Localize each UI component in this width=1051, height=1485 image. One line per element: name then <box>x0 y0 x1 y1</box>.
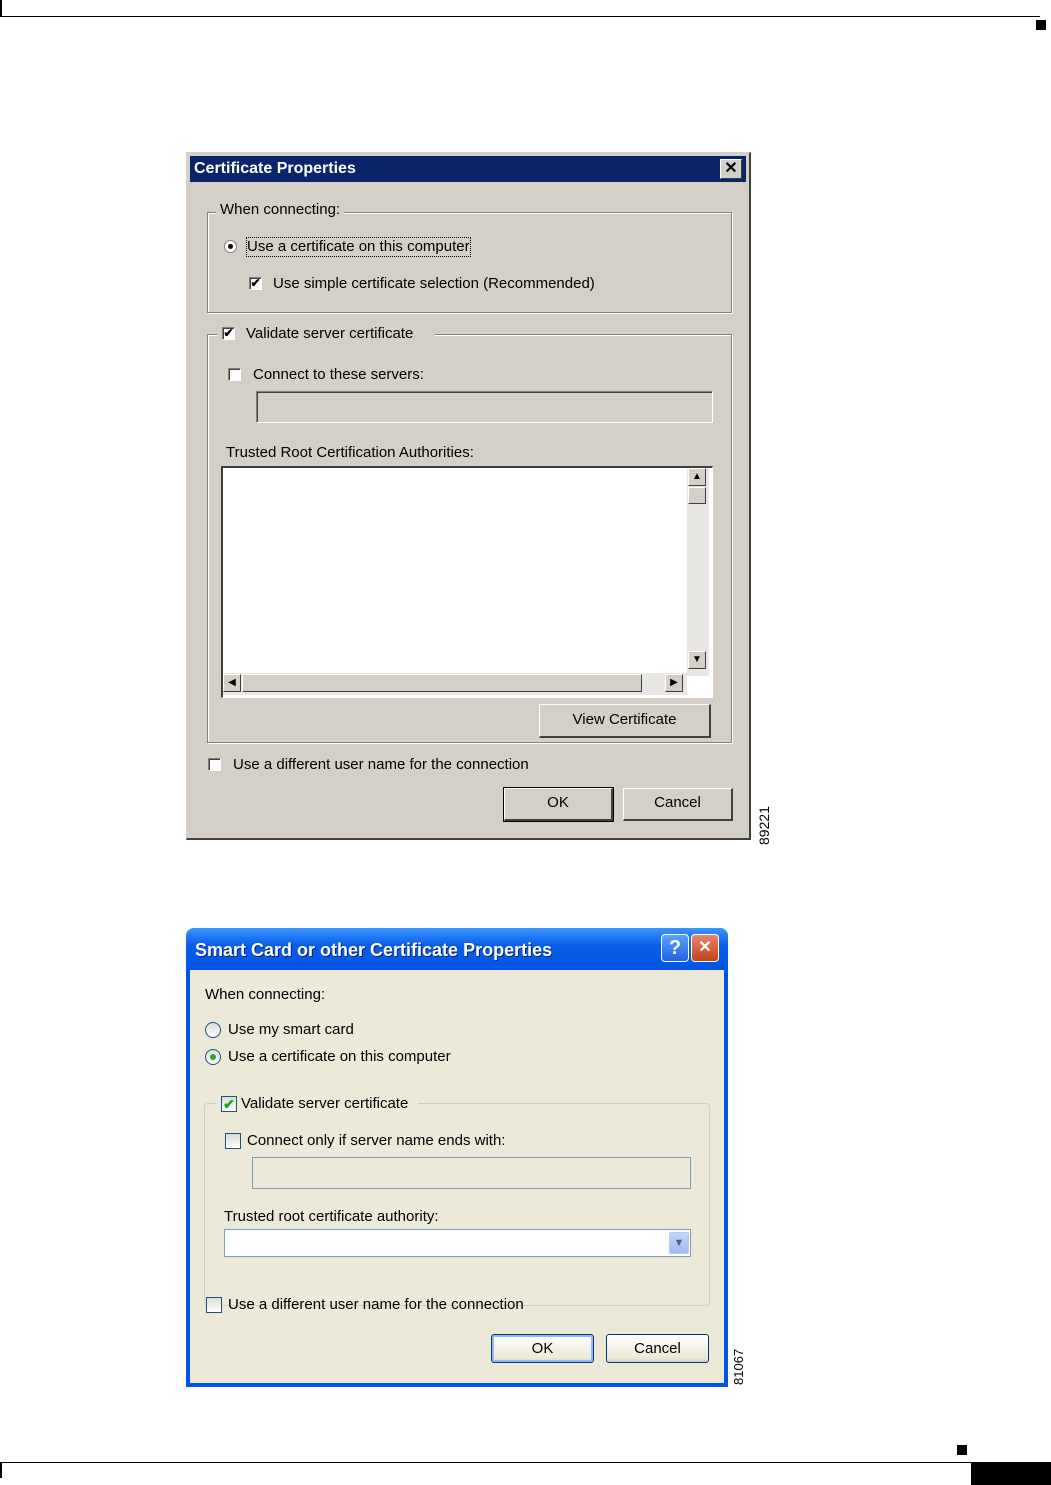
scroll-thumb-horizontal[interactable] <box>242 674 642 692</box>
radio-selected-dot <box>228 244 233 249</box>
different-user-checkbox[interactable] <box>208 758 221 771</box>
footer-rule-left-tick <box>0 1462 2 1478</box>
view-certificate-button[interactable]: View Certificate <box>539 704 711 738</box>
server-name-input[interactable] <box>252 1157 691 1189</box>
smart-card-certificate-dialog <box>186 928 728 1387</box>
use-certificate-label[interactable]: Use a certificate on this computer <box>247 238 470 255</box>
trusted-root-select[interactable] <box>224 1229 691 1257</box>
ok-button[interactable]: OK <box>491 1334 594 1363</box>
connect-servers-label[interactable]: Connect to these servers: <box>253 366 424 383</box>
when-connecting-label: When connecting: <box>205 986 326 1003</box>
ok-button[interactable]: OK <box>504 788 613 821</box>
trusted-root-label: Trusted Root Certification Authorities: <box>226 444 474 461</box>
use-certificate-radio[interactable] <box>224 240 237 253</box>
different-user-checkbox[interactable] <box>206 1297 222 1313</box>
help-icon[interactable]: ? <box>661 934 689 962</box>
header-rule <box>0 16 1040 17</box>
chevron-down-icon[interactable]: ▼ <box>669 1232 689 1254</box>
use-smart-card-label[interactable]: Use my smart card <box>228 1021 354 1038</box>
dialog-body <box>190 970 724 1383</box>
footer-page-tab <box>971 1463 1051 1485</box>
vertical-scrollbar[interactable] <box>687 468 709 676</box>
validate-server-label[interactable]: Validate server certificate <box>246 325 414 342</box>
header-marker <box>1036 20 1046 30</box>
connect-only-checkbox[interactable] <box>225 1133 241 1149</box>
connect-only-label[interactable]: Connect only if server name ends with: <box>247 1132 506 1149</box>
servers-input[interactable] <box>256 391 713 423</box>
close-icon[interactable]: ✕ <box>691 934 719 962</box>
scroll-right-icon[interactable]: ▶ <box>665 674 683 692</box>
use-certificate-label[interactable]: Use a certificate on this computer <box>228 1048 451 1065</box>
validate-server-label[interactable]: Validate server certificate <box>241 1095 409 1112</box>
trusted-root-label: Trusted root certificate authority: <box>224 1208 439 1225</box>
simple-selection-checkbox[interactable]: ✔ <box>250 276 261 290</box>
cancel-button[interactable]: Cancel <box>623 788 733 821</box>
validate-server-checkbox[interactable]: ✔ <box>221 1096 237 1112</box>
dialog-title-bar <box>186 928 728 970</box>
use-smart-card-radio[interactable] <box>205 1022 221 1038</box>
scroll-thumb-vertical[interactable] <box>688 487 706 504</box>
close-icon[interactable]: ✕ <box>720 159 742 179</box>
horizontal-scrollbar[interactable] <box>223 673 687 695</box>
trusted-root-listbox[interactable] <box>221 466 713 698</box>
scroll-up-icon[interactable]: ▲ <box>688 468 706 486</box>
header-rule-left-tick <box>0 0 2 17</box>
dialog-title-bar <box>190 156 746 182</box>
when-connecting-legend: When connecting: <box>216 201 344 219</box>
scroll-left-icon[interactable]: ◀ <box>223 674 241 692</box>
when-connecting-group <box>207 212 732 313</box>
use-certificate-radio[interactable] <box>205 1049 221 1065</box>
radio-selected-dot <box>210 1054 216 1060</box>
simple-selection-label[interactable]: Use simple certificate selection (Recommended) <box>273 275 595 292</box>
footer-rule <box>0 1462 1051 1463</box>
cancel-button[interactable]: Cancel <box>606 1334 709 1363</box>
footer-marker <box>957 1445 967 1455</box>
figure-id: 81067 <box>731 1348 746 1385</box>
dialog-title: Certificate Properties <box>194 160 356 177</box>
scroll-down-icon[interactable]: ▼ <box>688 651 706 669</box>
validate-server-checkbox[interactable]: ✔ <box>223 326 234 340</box>
different-user-label[interactable]: Use a different user name for the connection <box>228 1296 524 1313</box>
dialog-title: Smart Card or other Certificate Properties <box>195 940 553 960</box>
certificate-properties-dialog <box>186 152 751 840</box>
figure-id: 89221 <box>756 806 772 845</box>
connect-servers-checkbox[interactable] <box>228 368 241 381</box>
different-user-label[interactable]: Use a different user name for the connection <box>233 756 529 773</box>
